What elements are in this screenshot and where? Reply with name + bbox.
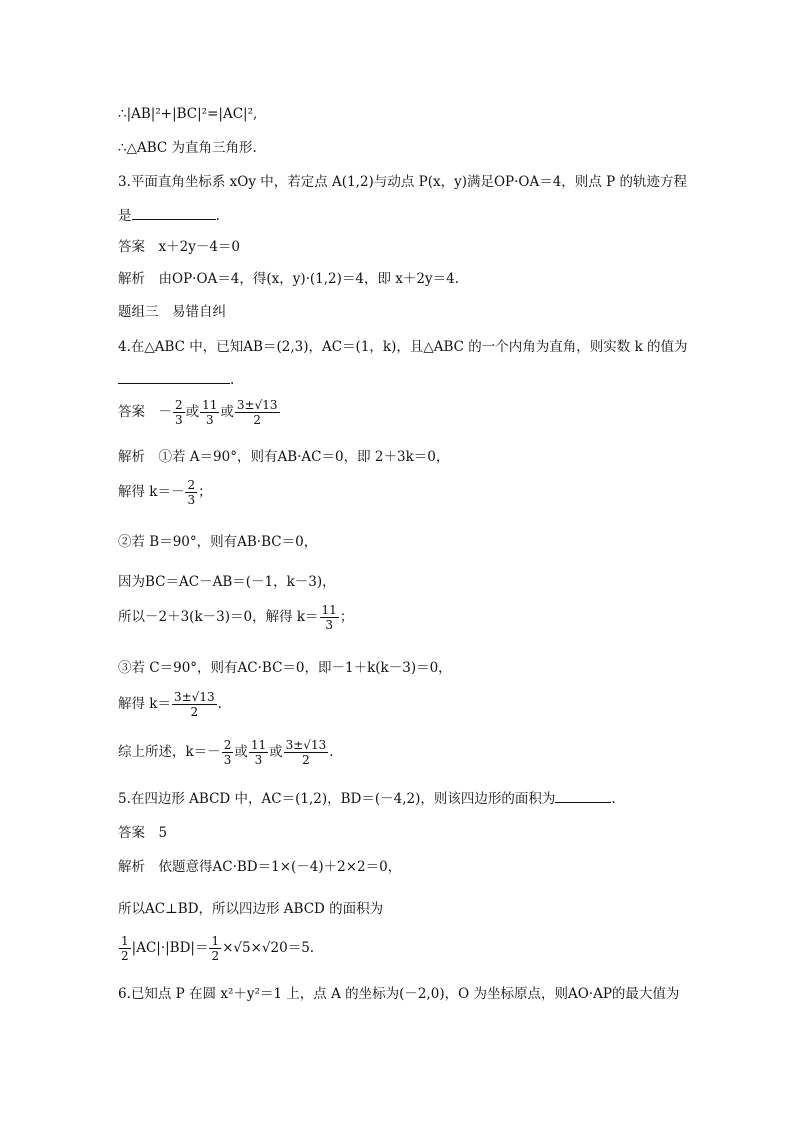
- answer-5: 答案 5: [118, 825, 168, 841]
- fraction: $\frac{1}{2}$: [211, 934, 220, 963]
- fraction: $\frac{11}{3}$: [202, 398, 218, 427]
- fraction: $\frac{11}{3}$: [250, 738, 267, 767]
- fraction: $\frac{1}{2}$: [121, 934, 129, 963]
- answer-blank[interactable]: [118, 369, 230, 384]
- answer-4: 答案 － $\frac{2}{3}$ 或 $\frac{11}{3}$ 或 $\frac{3\pm√13}{2}$: [118, 398, 278, 427]
- explanation-4-summary: 综上所述，k＝－ $\frac{2}{3}$ 或 $\frac{11}{3}$ 或 $\frac{3\pm√13}{2}$ .: [118, 738, 334, 767]
- explanation-4-case-b: ②若 B＝90°，则有AB·BC＝0，: [118, 534, 318, 550]
- fraction: $\frac{3\pm√13}{2}$: [285, 738, 327, 767]
- question-3: 3.平面直角坐标系 xOy 中，若定点 A(1,2)与动点 P(x，y)满足OP·OA＝4，则点 P 的轨迹方程: [118, 174, 687, 190]
- explanation-5-area: $\frac{1}{2}$ |AC|·|BD|＝ $\frac{1}{2}$ ×√5×√20＝5.: [121, 934, 315, 963]
- fraction: $\frac{3\pm√13}{2}$: [173, 690, 215, 719]
- question-4-blank-line: .: [118, 369, 694, 391]
- explanation-4-solve-c: 解得 k＝ $\frac{3\pm√13}{2}$ .: [118, 690, 222, 719]
- fraction: $\frac{11}{3}$: [321, 603, 337, 632]
- question-4: 4.在△ABC 中，已知AB＝(2,3)，AC＝(1，k)，且△ABC 的一个内角为直角，则实数 k 的值为: [118, 339, 688, 355]
- explanation-5: 解析 依题意得AC·BD＝1×(－4)＋2×2＝0，: [118, 859, 402, 875]
- section-heading: 题组三 易错自纠: [118, 304, 226, 320]
- explanation-4-solve-b: 所以－2＋3(k－3)＝0，解得 k＝ $\frac{11}{3}$ ；: [118, 603, 354, 632]
- fraction: $\frac{2}{3}$: [187, 478, 196, 507]
- explanation-4-case-c: ③若 C＝90°，则有AC·BC＝0，即－1＋k(k－3)＝0，: [118, 660, 452, 676]
- answer-blank[interactable]: [555, 788, 611, 803]
- explanation-3: 解析 由OP·OA＝4，得(x，y)·(1,2)＝4，即 x＋2y＝4.: [118, 271, 460, 287]
- question-5: 5.在四边形 ABCD 中，AC＝(1,2)，BD＝(－4,2)，则该四边形的面积为 .: [118, 788, 694, 810]
- explanation-4-bc: 因为BC＝AC－AB＝(－1，k－3)，: [118, 574, 336, 590]
- fraction: $\frac{3\pm√13}{2}$: [236, 398, 278, 427]
- fraction: $\frac{2}{3}$: [175, 398, 183, 427]
- fraction: $\frac{2}{3}$: [223, 738, 232, 767]
- line-right-triangle: ∴△ABC 为直角三角形.: [118, 140, 257, 156]
- line-triangle-relation: ∴|AB|²+|BC|²=|AC|²,: [118, 106, 258, 122]
- explanation-4-solve-a: 解得 k＝－ $\frac{2}{3}$ ；: [118, 478, 212, 507]
- answer-blank[interactable]: [132, 205, 216, 220]
- explanation-5-perpendicular: 所以AC⊥BD，所以四边形 ABCD 的面积为: [118, 901, 384, 917]
- answer-3: 答案 x＋2y－4＝0: [118, 239, 241, 255]
- question-6: 6.已知点 P 在圆 x²＋y²＝1 上，点 A 的坐标为(－2,0)，O 为坐标原点，则AO·AP的最大值为: [118, 986, 680, 1002]
- explanation-4-case-a: 解析 ①若 A＝90°，则有AB·AC＝0，即 2＋3k＝0，: [118, 449, 450, 465]
- question-3-blank-line: 是 .: [118, 205, 694, 227]
